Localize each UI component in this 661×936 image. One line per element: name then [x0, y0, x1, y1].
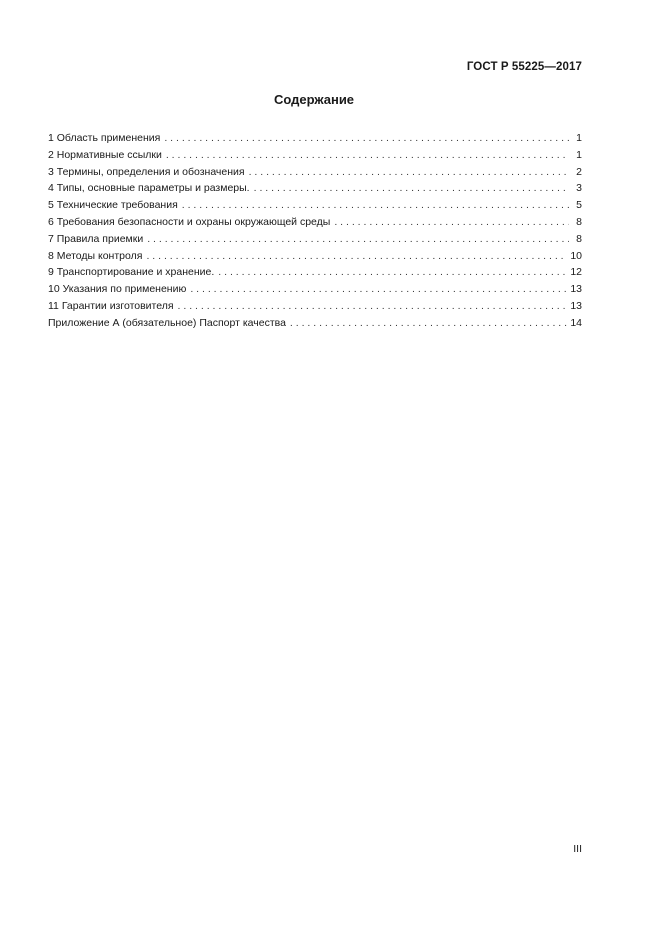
- toc-leader-dots: [147, 231, 569, 248]
- toc-leader-dots: [254, 180, 569, 197]
- toc-entry-page: 12: [570, 266, 582, 279]
- toc-entry-label: 5 Технические требования: [48, 199, 178, 212]
- toc-entry-label: 8 Методы контроля: [48, 249, 143, 262]
- toc-leader-dots: [249, 164, 569, 181]
- toc-entry-warranty[interactable]: [48, 298, 582, 315]
- toc-entry-scope[interactable]: [48, 130, 582, 147]
- toc-leader-dots: [166, 147, 569, 164]
- toc-entry-page: 14: [570, 316, 582, 329]
- toc-leader-dots: [164, 130, 569, 147]
- toc-entry-page: 8: [576, 232, 582, 245]
- toc-entry-page: 2: [576, 165, 582, 178]
- toc-entry-test-methods[interactable]: [48, 248, 582, 265]
- toc-entry-label: 3 Термины, определения и обозначения: [48, 165, 245, 178]
- toc-leader-dots: [290, 315, 567, 332]
- toc-entry-label: 4 Типы, основные параметры и размеры.: [48, 182, 250, 195]
- toc-entry-page: 13: [570, 283, 582, 296]
- page-number: III: [573, 843, 582, 855]
- toc-entry-label: 6 Требования безопасности и охраны окружающей среды: [48, 215, 331, 228]
- toc-entry-normative-references[interactable]: [48, 147, 582, 164]
- toc-leader-dots: [182, 197, 569, 214]
- toc-entry-safety[interactable]: [48, 214, 582, 231]
- toc-entry-label: 2 Нормативные ссылки: [48, 148, 162, 161]
- toc-entry-page: 3: [576, 182, 582, 195]
- toc-entry-page: 8: [576, 215, 582, 228]
- toc-entry-terms[interactable]: [48, 164, 582, 181]
- toc-entry-acceptance[interactable]: [48, 231, 582, 248]
- toc-entry-label: 9 Транспортирование и хранение.: [48, 266, 215, 279]
- toc-leader-dots: [178, 298, 568, 315]
- toc-leader-dots: [218, 264, 567, 281]
- toc-entry-appendix-a[interactable]: [48, 315, 582, 332]
- toc-title: Содержание: [273, 92, 355, 107]
- toc-entry-page: 5: [576, 199, 582, 212]
- toc-entry-page: 10: [570, 249, 582, 262]
- toc-leader-dots: [146, 248, 567, 265]
- toc-leader-dots: [190, 281, 567, 298]
- toc-entry-transport-storage[interactable]: [48, 264, 582, 281]
- toc-entry-label: 11 Гарантии изготовителя: [48, 299, 174, 312]
- toc-entry-page: 1: [576, 148, 582, 161]
- toc-entry-usage-guidance[interactable]: [48, 281, 582, 298]
- toc-leader-dots: [334, 214, 569, 231]
- toc-entry-label: 10 Указания по применению: [48, 283, 187, 296]
- document-code: ГОСТ Р 55225—2017: [466, 61, 582, 73]
- toc-entry-types[interactable]: [48, 180, 582, 197]
- table-of-contents: [48, 130, 582, 332]
- toc-entry-page: 1: [576, 132, 582, 144]
- toc-entry-label: 1 Область применения: [48, 132, 161, 144]
- toc-entry-page: 13: [570, 299, 582, 312]
- toc-entry-label: Приложение А (обязательное) Паспорт качества: [48, 316, 286, 329]
- toc-entry-label: 7 Правила приемки: [48, 232, 144, 245]
- toc-entry-technical-requirements[interactable]: [48, 197, 582, 214]
